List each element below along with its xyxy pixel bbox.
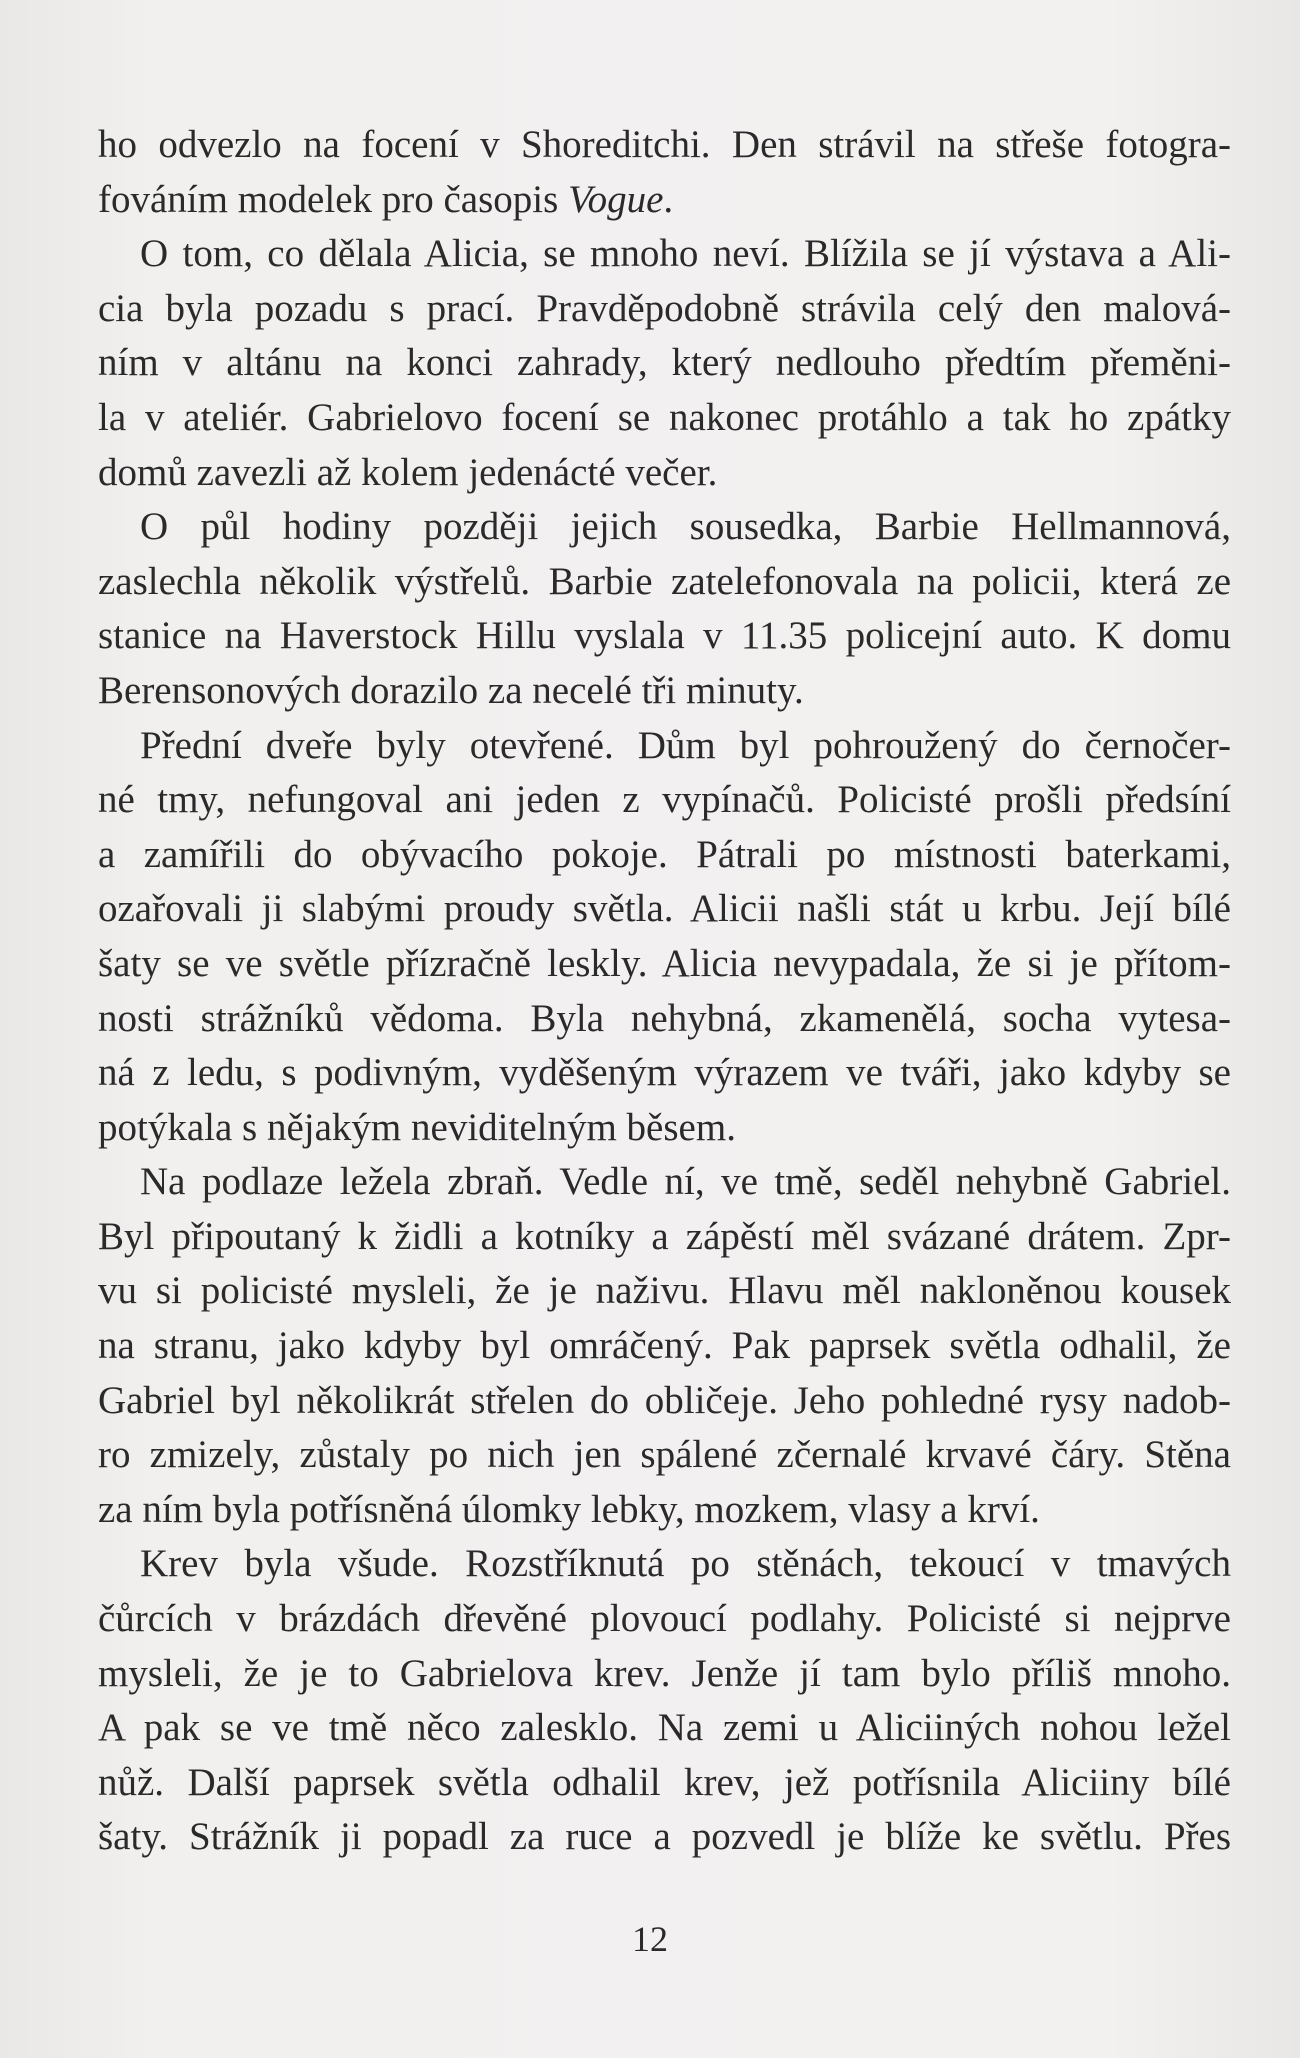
text-line: O půl hodiny později jejich sousedka, Barbie Hellmannová, bbox=[140, 505, 1231, 549]
text-line: Gabriel byl několikrát střelen do obličeje. Jeho pohledné rysy nadob- bbox=[98, 1378, 1231, 1422]
text-line: la v ateliér. Gabrielovo focení se nakonec protáhlo a tak ho zpátky bbox=[98, 395, 1231, 439]
text-line: ním v altánu na konci zahrady, který nedlouho předtím přeměni- bbox=[98, 341, 1231, 385]
text-line: na stranu, jako kdyby byl omráčený. Pak paprsek světla odhalil, že bbox=[98, 1324, 1231, 1368]
page-number: 12 bbox=[632, 1919, 668, 1959]
text-line: Krev byla všude. Rozstříknutá po stěnách, tekoucí v tmavých bbox=[140, 1542, 1231, 1586]
text-line: Přední dveře byly otevřené. Dům byl pohroužený do černočer- bbox=[140, 723, 1231, 767]
text-line: Byl připoutaný k židli a kotníky a zápěstí měl svázané drátem. Zpr- bbox=[98, 1214, 1231, 1258]
text-line bbox=[98, 173, 1231, 228]
text-line: mysleli, že je to Gabrielova krev. Jenže jí tam bylo příliš mnoho. bbox=[98, 1651, 1231, 1695]
text-line: šaty. Strážník ji popadl za ruce a pozvedl je blíže ke světlu. Přes bbox=[98, 1815, 1231, 1859]
text-line: zaslechla několik výstřelů. Barbie zatelefonovala na policii, která ze bbox=[98, 559, 1231, 603]
text-line: stanice na Haverstock Hillu vyslala v 11.35 policejní auto. K domu bbox=[98, 614, 1231, 658]
text-line: ozařovali ji slabými proudy světla. Alicii našli stát u krbu. Její bílé bbox=[98, 887, 1231, 931]
text-line: né tmy, nefungoval ani jeden z vypínačů. Policisté prošli předsíní bbox=[98, 778, 1231, 822]
text-line: ná z ledu, s podivným, vyděšeným výrazem ve tváři, jako kdyby se bbox=[98, 1051, 1231, 1095]
magazine-title: Vogue bbox=[568, 177, 664, 221]
text-line: A pak se ve tmě něco zalesklo. Na zemi u Aliciiných nohou ležel bbox=[98, 1706, 1231, 1750]
text-line: Na podlaze ležela zbraň. Vedle ní, ve tmě, seděl nehybně Gabriel. bbox=[140, 1160, 1231, 1204]
text-line: cia byla pozadu s prací. Pravděpodobně strávila celý den malová- bbox=[98, 286, 1231, 330]
text-line: Berensonových dorazilo za necelé tři minuty. bbox=[98, 668, 804, 712]
text-line: vu si policisté mysleli, že je naživu. Hlavu měl nakloněnou kousek bbox=[98, 1269, 1231, 1313]
text-line: šaty se ve světle přízračně leskly. Alicia nevypadala, že si je přítom- bbox=[98, 941, 1231, 985]
text-line: nůž. Další paprsek světla odhalil krev, jež potřísnila Aliciiny bílé bbox=[98, 1760, 1231, 1804]
line-text: fováním modelek pro časopis Vogue. bbox=[98, 177, 674, 221]
text-line: čůrcích v brázdách dřevěné plovoucí podlahy. Policisté si nejprve bbox=[98, 1597, 1231, 1641]
text-line: za ním byla potřísněná úlomky lebky, mozkem, vlasy a krví. bbox=[98, 1487, 1040, 1531]
body-text bbox=[98, 118, 1231, 1865]
text-line: potýkala s nějakým neviditelným běsem. bbox=[98, 1105, 736, 1149]
text-line: domů zavezli až kolem jedenácté večer. bbox=[98, 450, 718, 494]
text-line: nosti strážníků vědoma. Byla nehybná, zkamenělá, socha vytesa- bbox=[98, 996, 1231, 1040]
text-line: ho odvezlo na focení v Shoreditchi. Den strávil na střeše fotogra- bbox=[98, 123, 1231, 166]
text-line: a zamířili do obývacího pokoje. Pátrali po místnosti baterkami, bbox=[98, 832, 1231, 876]
text-line: ro zmizely, zůstaly po nich jen spálené zčernalé krvavé čáry. Stěna bbox=[98, 1433, 1231, 1477]
text-line: O tom, co dělala Alicia, se mnoho neví. Blížila se jí výstava a Ali- bbox=[140, 232, 1231, 276]
